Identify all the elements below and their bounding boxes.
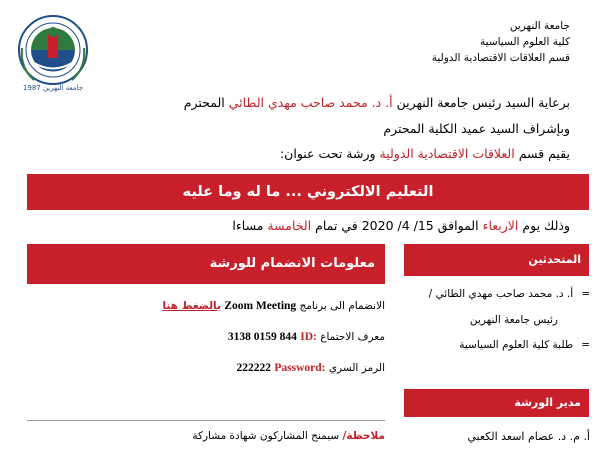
bullet-icon: = <box>581 339 590 351</box>
speaker-item <box>459 339 590 351</box>
intro-dept-name: العلاقات الاقتصادية الدولية <box>379 146 515 161</box>
zoom-join-link[interactable]: بالضغط هنا <box>162 300 221 312</box>
college-name: كلية العلوم السياسية <box>480 36 570 48</box>
note-divider <box>27 420 385 421</box>
password-line <box>237 362 385 374</box>
header-block <box>350 18 570 66</box>
intro-dept-prefix: يقيم قسم <box>518 146 570 161</box>
manager-header: مدير الورشة <box>404 389 589 417</box>
workshop-title-banner <box>27 174 589 210</box>
speakers-header: المتحدثين <box>404 244 589 276</box>
speaker-title: رئيس جامعة النهرين <box>469 314 558 326</box>
speaker-students: طلبة كلية العلوم السياسية <box>459 339 574 351</box>
password-value: 222222 <box>236 362 272 374</box>
date-suffix: مساءا <box>232 218 264 233</box>
speaker-name: أ. د. محمد صاحب مهدي الطائي / <box>428 288 574 300</box>
meeting-id-line <box>228 331 385 343</box>
intro-president-name: أ. د. محمد صاحب مهدي الطائي <box>228 95 393 110</box>
manager-name: أ. م. د. عصام اسعد الكعبي <box>467 430 590 443</box>
speaker-item <box>429 288 590 300</box>
note-label: ملاحظة/ <box>342 430 385 442</box>
university-logo <box>14 8 92 98</box>
meeting-id-key: ID: <box>300 331 317 343</box>
logo-ring-text: جامعة النهرين 1987 <box>22 84 84 92</box>
meeting-id-label: معرف الاجتماع <box>320 331 385 343</box>
workshop-title: التعليم الالكتروني ... ما له وما عليه <box>182 184 434 200</box>
join-zoom-line <box>162 300 385 312</box>
zoom-app-name: Zoom Meeting <box>224 300 297 312</box>
intro-line-3 <box>10 146 570 161</box>
intro-line-2: وبإشراف السيد عميد الكلية المحترم <box>383 121 570 136</box>
intro-workshop-label: ورشة تحت عنوان: <box>279 146 376 161</box>
password-key: Password: <box>274 362 326 374</box>
date-prefix: وذلك يوم <box>522 218 570 233</box>
bullet-icon: = <box>581 288 590 300</box>
date-day: الاربعاء <box>482 218 519 233</box>
note-text: سيمنح المشاركون شهادة مشاركة <box>192 430 340 442</box>
intro-sponsor-prefix: برعاية السيد رئيس جامعة النهرين <box>396 95 570 110</box>
join-info-header: معلومات الانضمام للورشة <box>27 244 385 284</box>
intro-line-1 <box>10 95 570 110</box>
intro-honorific: المحترم <box>183 95 225 110</box>
date-line <box>232 218 570 233</box>
password-label: الرمز السري <box>328 362 385 374</box>
join-zoom-text: الانضمام الى برنامج <box>299 300 385 312</box>
date-time: الخامسة <box>267 218 312 233</box>
note-line <box>192 430 385 442</box>
meeting-id-value: 3138 0159 844 <box>227 331 297 343</box>
department-name: قسم العلاقات الاقتصادية الدولية <box>431 52 570 64</box>
university-name: جامعة النهرين <box>509 20 570 32</box>
date-text: الموافق 15/ 4/ 2020 في تمام <box>315 218 479 233</box>
